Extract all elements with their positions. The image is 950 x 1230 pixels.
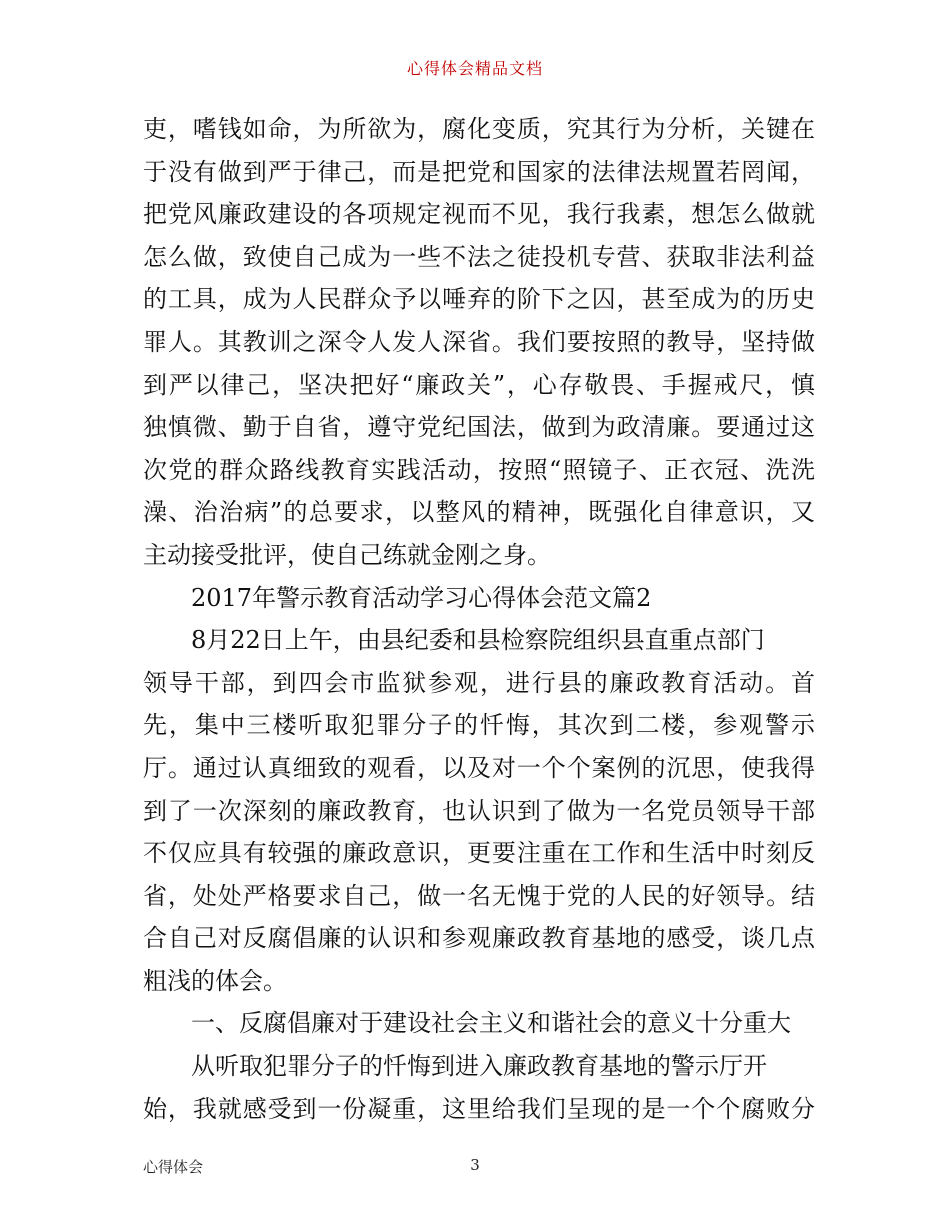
body-line: 次党的群众路线教育实践活动，按照“照镜子、正衣冠、洗洗 bbox=[143, 455, 815, 484]
body-line: 始，我就感受到一份凝重，这里给我们呈现的是一个个腐败分 bbox=[143, 1094, 815, 1123]
body-line: 省，处处严格要求自己，做一名无愧于党的人民的好领导。结 bbox=[143, 881, 815, 910]
footer-label: 心得体会 bbox=[143, 1158, 204, 1176]
body-line: 主动接受批评，使自己练就金刚之身。 bbox=[143, 540, 551, 569]
body-line: 把党风廉政建设的各项规定视而不见，我行我素，想怎么做就 bbox=[143, 200, 815, 229]
body-line: 不仅应具有较强的廉政意识，更要注重在工作和生活中时刻反 bbox=[143, 839, 815, 868]
body-line: 厅。通过认真细致的观看，以及对一个个案例的沉思，使我得 bbox=[143, 753, 815, 782]
body-line: 粗浅的体会。 bbox=[143, 966, 287, 995]
body-line: 于没有做到严于律己，而是把党和国家的法律法规置若罔闻， bbox=[143, 157, 815, 186]
body-line: 合自己对反腐倡廉的认识和参观廉政教育基地的感受，谈几点 bbox=[143, 924, 815, 953]
body-line: 独慎微、勤于自省，遵守党纪国法，做到为政清廉。要通过这 bbox=[143, 413, 815, 442]
document-header-title: 心得体会精品文档 bbox=[406, 59, 543, 78]
body-line: 吏，嗜钱如命，为所欲为，腐化变质，究其行为分析，关键在 bbox=[143, 115, 815, 143]
body-line: 澡、治治病”的总要求，以整风的精神，既强化自律意识，又 bbox=[143, 498, 815, 527]
body-line: 怎么做，致使自己成为一些不法之徒投机专营、获取非法利益 bbox=[143, 242, 815, 271]
document-body bbox=[143, 108, 815, 1130]
body-line: 罪人。其教训之深令人发人深省。我们要按照的教导，坚持做 bbox=[143, 327, 815, 356]
body-line: 到了一次深刻的廉政教育，也认识到了做为一名党员领导干部 bbox=[143, 796, 815, 825]
section-heading: 一、反腐倡廉对于建设社会主义和谐社会的意义十分重大 bbox=[191, 1009, 791, 1038]
body-line: 领导干部，到四会市监狱参观，进行县的廉政教育活动。首 bbox=[143, 668, 815, 697]
body-line: 先，集中三楼听取犯罪分子的忏悔，其次到二楼，参观警示 bbox=[143, 711, 815, 740]
section-heading: 2017年警示教育活动学习心得体会范文篇2 bbox=[191, 583, 652, 612]
page-number: 3 bbox=[470, 1156, 480, 1174]
paragraph-first-line: 8月22日上午，由县纪委和县检察院组织县直重点部门 bbox=[191, 626, 765, 655]
body-line: 到严以律己，坚决把好“廉政关”，心存敬畏、手握戒尺，慎 bbox=[143, 370, 815, 399]
body-line: 的工具，成为人民群众予以唾弃的阶下之囚，甚至成为的历史 bbox=[143, 285, 815, 314]
paragraph-first-line: 从听取犯罪分子的忏悔到进入廉政教育基地的警示厅开 bbox=[191, 1052, 767, 1081]
